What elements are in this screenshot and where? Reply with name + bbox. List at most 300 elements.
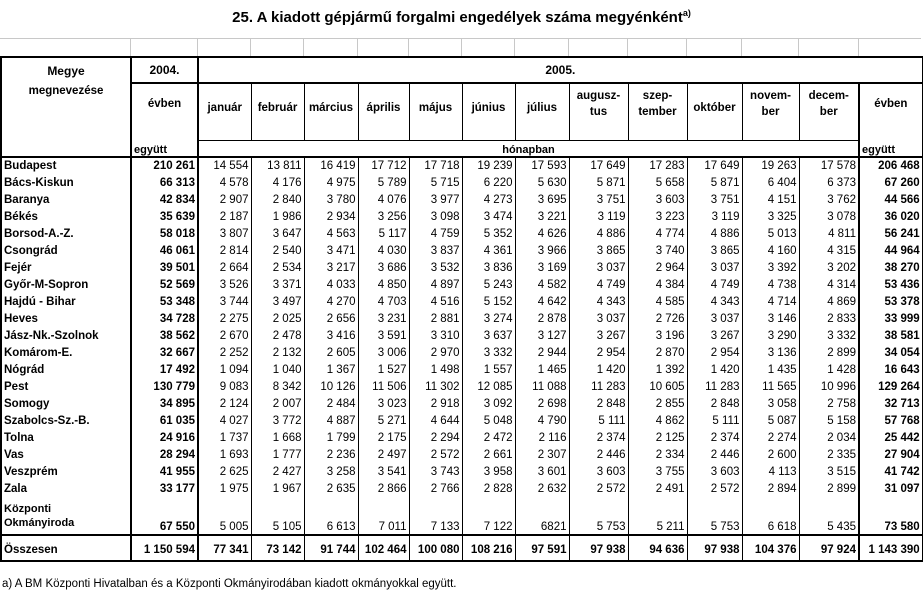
table-row	[1, 311, 922, 328]
value-2004: 32 667	[131, 345, 198, 362]
value-month: 2 491	[628, 481, 687, 498]
month-label: május	[418, 102, 453, 114]
value-month: 4 384	[628, 277, 687, 294]
value-month: 5 871	[687, 175, 742, 192]
value-month: 4 790	[515, 413, 569, 430]
value-month: 2 335	[799, 447, 859, 464]
value-month: 4 113	[742, 464, 799, 481]
in-year-2005-header: évben	[859, 83, 922, 140]
county-name: Pest	[1, 379, 131, 396]
table-row	[1, 413, 922, 430]
value-month: 2 833	[799, 311, 859, 328]
value-month: 3 256	[358, 209, 409, 226]
value-month: 2 446	[569, 447, 628, 464]
month-header-4	[409, 83, 462, 140]
value-month: 2 964	[628, 260, 687, 277]
table-row	[1, 157, 922, 175]
value-month: 3 092	[462, 396, 515, 413]
value-month: 11 506	[358, 379, 409, 396]
value-month: 2 374	[687, 430, 742, 447]
value-month: 2 661	[462, 447, 515, 464]
value-month: 10 126	[304, 379, 358, 396]
value-2004: 38 562	[131, 328, 198, 345]
value-month: 5 630	[515, 175, 569, 192]
value-month: 2 848	[569, 396, 628, 413]
month-label: július	[526, 102, 558, 114]
county-name: Borsod-A.-Z.	[1, 226, 131, 243]
value-2004: 66 313	[131, 175, 198, 192]
value-month: 2 478	[251, 328, 304, 345]
value-month: 2 294	[409, 430, 462, 447]
value-month: 4 030	[358, 243, 409, 260]
value-month: 2 572	[569, 481, 628, 498]
value-month: 4 642	[515, 294, 569, 311]
value-2004: 52 569	[131, 277, 198, 294]
value-month: 2 124	[198, 396, 251, 413]
value-month: 2 944	[515, 345, 569, 362]
county-name: Szabolcs-Sz.-B.	[1, 413, 131, 430]
value-2005: 38 581	[859, 328, 922, 345]
month-label: június	[471, 102, 506, 114]
value-month: 17 718	[409, 157, 462, 175]
value-month: 4 314	[799, 277, 859, 294]
value-month: 3 196	[628, 328, 687, 345]
value-month: 4 886	[687, 226, 742, 243]
table-row	[1, 464, 922, 481]
value-month: 2 175	[358, 430, 409, 447]
value-month: 4 811	[799, 226, 859, 243]
value-month: 2 274	[742, 430, 799, 447]
value-month: 2 572	[409, 447, 462, 464]
month-label: április	[366, 102, 401, 114]
value-2005: 73 580	[859, 498, 922, 535]
value-month: 2 758	[799, 396, 859, 413]
value-month: 6 404	[742, 175, 799, 192]
value-month: 2 534	[251, 260, 304, 277]
month-label: szep-	[642, 90, 673, 102]
value-2005: 34 054	[859, 345, 922, 362]
value-2004: 53 348	[131, 294, 198, 311]
month-label: február	[257, 102, 298, 114]
value-2005: 31 097	[859, 481, 922, 498]
value-month: 4 869	[799, 294, 859, 311]
value-2005: 53 378	[859, 294, 922, 311]
value-month: 3 474	[462, 209, 515, 226]
value-2005: 27 904	[859, 447, 922, 464]
value-month: 5 117	[358, 226, 409, 243]
value-2004: 35 639	[131, 209, 198, 226]
value-month: 3 221	[515, 209, 569, 226]
table-row	[1, 362, 922, 379]
value-month: 2 881	[409, 311, 462, 328]
table-row	[1, 396, 922, 413]
value-2005: 38 270	[859, 260, 922, 277]
value-month: 3 231	[358, 311, 409, 328]
value-month: 2 698	[515, 396, 569, 413]
county-name: Békés	[1, 209, 131, 226]
value-month: 3 807	[198, 226, 251, 243]
county-name: Budapest	[1, 157, 131, 175]
value-month: 4 176	[251, 175, 304, 192]
value-month: 3 958	[462, 464, 515, 481]
value-month: 3 762	[799, 192, 859, 209]
county-name	[1, 498, 131, 535]
value-month: 3 526	[198, 277, 251, 294]
value-month: 1 498	[409, 362, 462, 379]
value-month: 5 789	[358, 175, 409, 192]
value-month: 3 267	[687, 328, 742, 345]
value-month: 2 252	[198, 345, 251, 362]
value-month: 2 307	[515, 447, 569, 464]
value-2004: 46 061	[131, 243, 198, 260]
value-month: 3 371	[251, 277, 304, 294]
value-month: 3 416	[304, 328, 358, 345]
value-month: 10 996	[799, 379, 859, 396]
month-label: január	[207, 102, 242, 114]
value-month: 3 743	[409, 464, 462, 481]
value-month: 2 034	[799, 430, 859, 447]
value-month: 2 934	[304, 209, 358, 226]
value-month: 3 310	[409, 328, 462, 345]
county-name: Nógrád	[1, 362, 131, 379]
value-month: 5 048	[462, 413, 515, 430]
value-month: 5 243	[462, 277, 515, 294]
value-month: 2 726	[628, 311, 687, 328]
value-month: 4 714	[742, 294, 799, 311]
monthly-header: hónapban	[198, 140, 859, 157]
value-month: 3 977	[409, 192, 462, 209]
value-month: 3 686	[358, 260, 409, 277]
value-month: 4 850	[358, 277, 409, 294]
together-2005-header: együtt	[859, 140, 922, 157]
month-header-6	[515, 83, 569, 140]
value-month: 6 613	[304, 498, 358, 535]
month-label: tus	[589, 106, 608, 118]
value-month: 2 007	[251, 396, 304, 413]
value-month: 3 023	[358, 396, 409, 413]
value-month: 2 497	[358, 447, 409, 464]
county-name: Csongrád	[1, 243, 131, 260]
value-2005: 57 768	[859, 413, 922, 430]
value-month: 2 918	[409, 396, 462, 413]
value-month: 3 966	[515, 243, 569, 260]
spreadsheet-gridlines	[0, 38, 921, 57]
value-2005: 206 468	[859, 157, 922, 175]
value-month: 11 565	[742, 379, 799, 396]
value-month: 2 848	[687, 396, 742, 413]
value-month: 4 343	[687, 294, 742, 311]
value-month: 11 283	[569, 379, 628, 396]
value-month: 5 111	[687, 413, 742, 430]
table-row	[1, 345, 922, 362]
value-month: 97 938	[569, 535, 628, 561]
value-month: 4 027	[198, 413, 251, 430]
county-name: Heves	[1, 311, 131, 328]
table-row	[1, 175, 922, 192]
value-month: 4 582	[515, 277, 569, 294]
value-month: 4 361	[462, 243, 515, 260]
value-month: 1 799	[304, 430, 358, 447]
month-header-9	[687, 83, 742, 140]
value-month: 104 376	[742, 535, 799, 561]
value-month: 14 554	[198, 157, 251, 175]
value-month: 3 146	[742, 311, 799, 328]
table-row	[1, 535, 922, 561]
table-row	[1, 328, 922, 345]
value-month: 4 897	[409, 277, 462, 294]
value-month: 2 236	[304, 447, 358, 464]
value-month: 73 142	[251, 535, 304, 561]
value-month: 17 578	[799, 157, 859, 175]
value-month: 6 618	[742, 498, 799, 535]
value-month: 3 267	[569, 328, 628, 345]
county-name: Veszprém	[1, 464, 131, 481]
table-row	[1, 277, 922, 294]
value-month: 2 275	[198, 311, 251, 328]
value-month: 4 738	[742, 277, 799, 294]
value-month: 1 527	[358, 362, 409, 379]
value-2005: 33 999	[859, 311, 922, 328]
value-month: 3 274	[462, 311, 515, 328]
table-row	[1, 294, 922, 311]
month-header-1	[251, 83, 304, 140]
value-month: 3 647	[251, 226, 304, 243]
value-month: 5 271	[358, 413, 409, 430]
value-month: 4 626	[515, 226, 569, 243]
value-month: 4 585	[628, 294, 687, 311]
value-month: 1 465	[515, 362, 569, 379]
county-name: Komárom-E.	[1, 345, 131, 362]
value-month: 4 076	[358, 192, 409, 209]
value-2004: 33 177	[131, 481, 198, 498]
value-month: 19 263	[742, 157, 799, 175]
value-month: 3 217	[304, 260, 358, 277]
value-month: 2 446	[687, 447, 742, 464]
value-month: 6 373	[799, 175, 859, 192]
value-month: 3 037	[687, 311, 742, 328]
value-2004: 34 895	[131, 396, 198, 413]
county-name: Somogy	[1, 396, 131, 413]
value-month: 4 160	[742, 243, 799, 260]
value-month: 5 105	[251, 498, 304, 535]
table-row	[1, 209, 922, 226]
value-2004: 17 492	[131, 362, 198, 379]
month-label: október	[693, 102, 736, 114]
value-month: 7 011	[358, 498, 409, 535]
value-month: 4 887	[304, 413, 358, 430]
value-month: 102 464	[358, 535, 409, 561]
value-month: 5 715	[409, 175, 462, 192]
value-2004: 67 550	[131, 498, 198, 535]
value-month: 5 435	[799, 498, 859, 535]
value-2005: 41 742	[859, 464, 922, 481]
value-month: 3 332	[799, 328, 859, 345]
value-2005: 32 713	[859, 396, 922, 413]
value-month: 3 515	[799, 464, 859, 481]
value-month: 3 223	[628, 209, 687, 226]
value-month: 3 058	[742, 396, 799, 413]
value-2005: 36 020	[859, 209, 922, 226]
value-month: 2 334	[628, 447, 687, 464]
year-2005-header: 2005.	[198, 57, 922, 83]
value-month: 3 695	[515, 192, 569, 209]
table-row	[1, 260, 922, 277]
value-month: 3 865	[569, 243, 628, 260]
value-month: 4 749	[687, 277, 742, 294]
value-month: 3 751	[687, 192, 742, 209]
value-month: 1 392	[628, 362, 687, 379]
value-2004: 24 916	[131, 430, 198, 447]
county-header: Megye	[1, 57, 131, 83]
table-row	[1, 379, 922, 396]
county-name-line: Központi	[4, 502, 52, 515]
value-month: 2 878	[515, 311, 569, 328]
value-month: 2 954	[687, 345, 742, 362]
value-month: 2 870	[628, 345, 687, 362]
value-month: 7 122	[462, 498, 515, 535]
value-month: 2 625	[198, 464, 251, 481]
value-month: 2 899	[799, 345, 859, 362]
value-month: 2 572	[687, 481, 742, 498]
value-month: 4 749	[569, 277, 628, 294]
value-month: 4 563	[304, 226, 358, 243]
value-month: 3 325	[742, 209, 799, 226]
value-month: 2 472	[462, 430, 515, 447]
value-2005: 44 964	[859, 243, 922, 260]
value-month: 97 924	[799, 535, 859, 561]
value-month: 3 290	[742, 328, 799, 345]
value-month: 91 744	[304, 535, 358, 561]
value-month: 2 866	[358, 481, 409, 498]
month-header-3	[358, 83, 409, 140]
value-month: 5 352	[462, 226, 515, 243]
value-month: 5 158	[799, 413, 859, 430]
value-month: 17 593	[515, 157, 569, 175]
county-name-line: Okmányiroda	[4, 516, 75, 529]
table-row	[1, 481, 922, 498]
value-2004: 39 501	[131, 260, 198, 277]
value-month: 3 837	[409, 243, 462, 260]
table-row	[1, 226, 922, 243]
value-month: 4 270	[304, 294, 358, 311]
together-2004-header: együtt	[131, 140, 198, 157]
value-month: 1 040	[251, 362, 304, 379]
value-month: 9 083	[198, 379, 251, 396]
value-month: 1 967	[251, 481, 304, 498]
value-month: 17 649	[687, 157, 742, 175]
value-month: 3 603	[628, 192, 687, 209]
value-month: 2 635	[304, 481, 358, 498]
value-month: 2 907	[198, 192, 251, 209]
value-month: 16 419	[304, 157, 358, 175]
value-month: 6821	[515, 498, 569, 535]
value-month: 4 774	[628, 226, 687, 243]
month-label: ber	[761, 106, 780, 118]
value-month: 3 865	[687, 243, 742, 260]
value-2005: 56 241	[859, 226, 922, 243]
month-label: ber	[819, 106, 838, 118]
value-month: 3 601	[515, 464, 569, 481]
value-month: 5 753	[687, 498, 742, 535]
value-month: 3 037	[569, 311, 628, 328]
value-month: 3 136	[742, 345, 799, 362]
value-month: 4 862	[628, 413, 687, 430]
value-month: 3 836	[462, 260, 515, 277]
value-month: 3 392	[742, 260, 799, 277]
value-month: 2 540	[251, 243, 304, 260]
value-month: 11 283	[687, 379, 742, 396]
county-name: Győr-M-Sopron	[1, 277, 131, 294]
value-month: 5 005	[198, 498, 251, 535]
value-month: 1 435	[742, 362, 799, 379]
value-month: 2 427	[251, 464, 304, 481]
value-month: 3 740	[628, 243, 687, 260]
value-month: 2 855	[628, 396, 687, 413]
county-name: Fejér	[1, 260, 131, 277]
value-month: 4 151	[742, 192, 799, 209]
month-label: augusz-	[576, 90, 621, 102]
value-month: 100 080	[409, 535, 462, 561]
value-month: 2 656	[304, 311, 358, 328]
value-month: 2 132	[251, 345, 304, 362]
value-month: 1 975	[198, 481, 251, 498]
county-name: Bács-Kiskun	[1, 175, 131, 192]
value-2004: 28 294	[131, 447, 198, 464]
value-month: 3 078	[799, 209, 859, 226]
value-month: 3 497	[251, 294, 304, 311]
value-2004: 130 779	[131, 379, 198, 396]
value-month: 11 302	[409, 379, 462, 396]
value-month: 2 828	[462, 481, 515, 498]
value-month: 4 644	[409, 413, 462, 430]
month-header-5	[462, 83, 515, 140]
value-month: 3 637	[462, 328, 515, 345]
table-row	[1, 447, 922, 464]
value-month: 2 632	[515, 481, 569, 498]
value-month: 2 954	[569, 345, 628, 362]
value-month: 4 886	[569, 226, 628, 243]
value-month: 2 970	[409, 345, 462, 362]
value-month: 2 840	[251, 192, 304, 209]
value-month: 1 557	[462, 362, 515, 379]
month-header-2	[304, 83, 358, 140]
value-month: 5 111	[569, 413, 628, 430]
in-year-2004-header: évben	[131, 83, 198, 140]
value-month: 1 668	[251, 430, 304, 447]
value-2005: 44 566	[859, 192, 922, 209]
value-2005: 129 264	[859, 379, 922, 396]
value-month: 5 152	[462, 294, 515, 311]
month-header-10	[742, 83, 799, 140]
value-month: 3 119	[569, 209, 628, 226]
value-month: 4 975	[304, 175, 358, 192]
month-header-7	[569, 83, 628, 140]
value-month: 3 258	[304, 464, 358, 481]
value-month: 4 578	[198, 175, 251, 192]
value-month: 2 125	[628, 430, 687, 447]
value-month: 4 759	[409, 226, 462, 243]
month-label: decem-	[808, 90, 849, 102]
county-name: Baranya	[1, 192, 131, 209]
value-2005: 16 643	[859, 362, 922, 379]
value-month: 4 703	[358, 294, 409, 311]
value-2004: 34 728	[131, 311, 198, 328]
value-month: 4 343	[569, 294, 628, 311]
value-month: 12 085	[462, 379, 515, 396]
value-month: 1 777	[251, 447, 304, 464]
table-row	[1, 498, 922, 535]
value-month: 3 591	[358, 328, 409, 345]
